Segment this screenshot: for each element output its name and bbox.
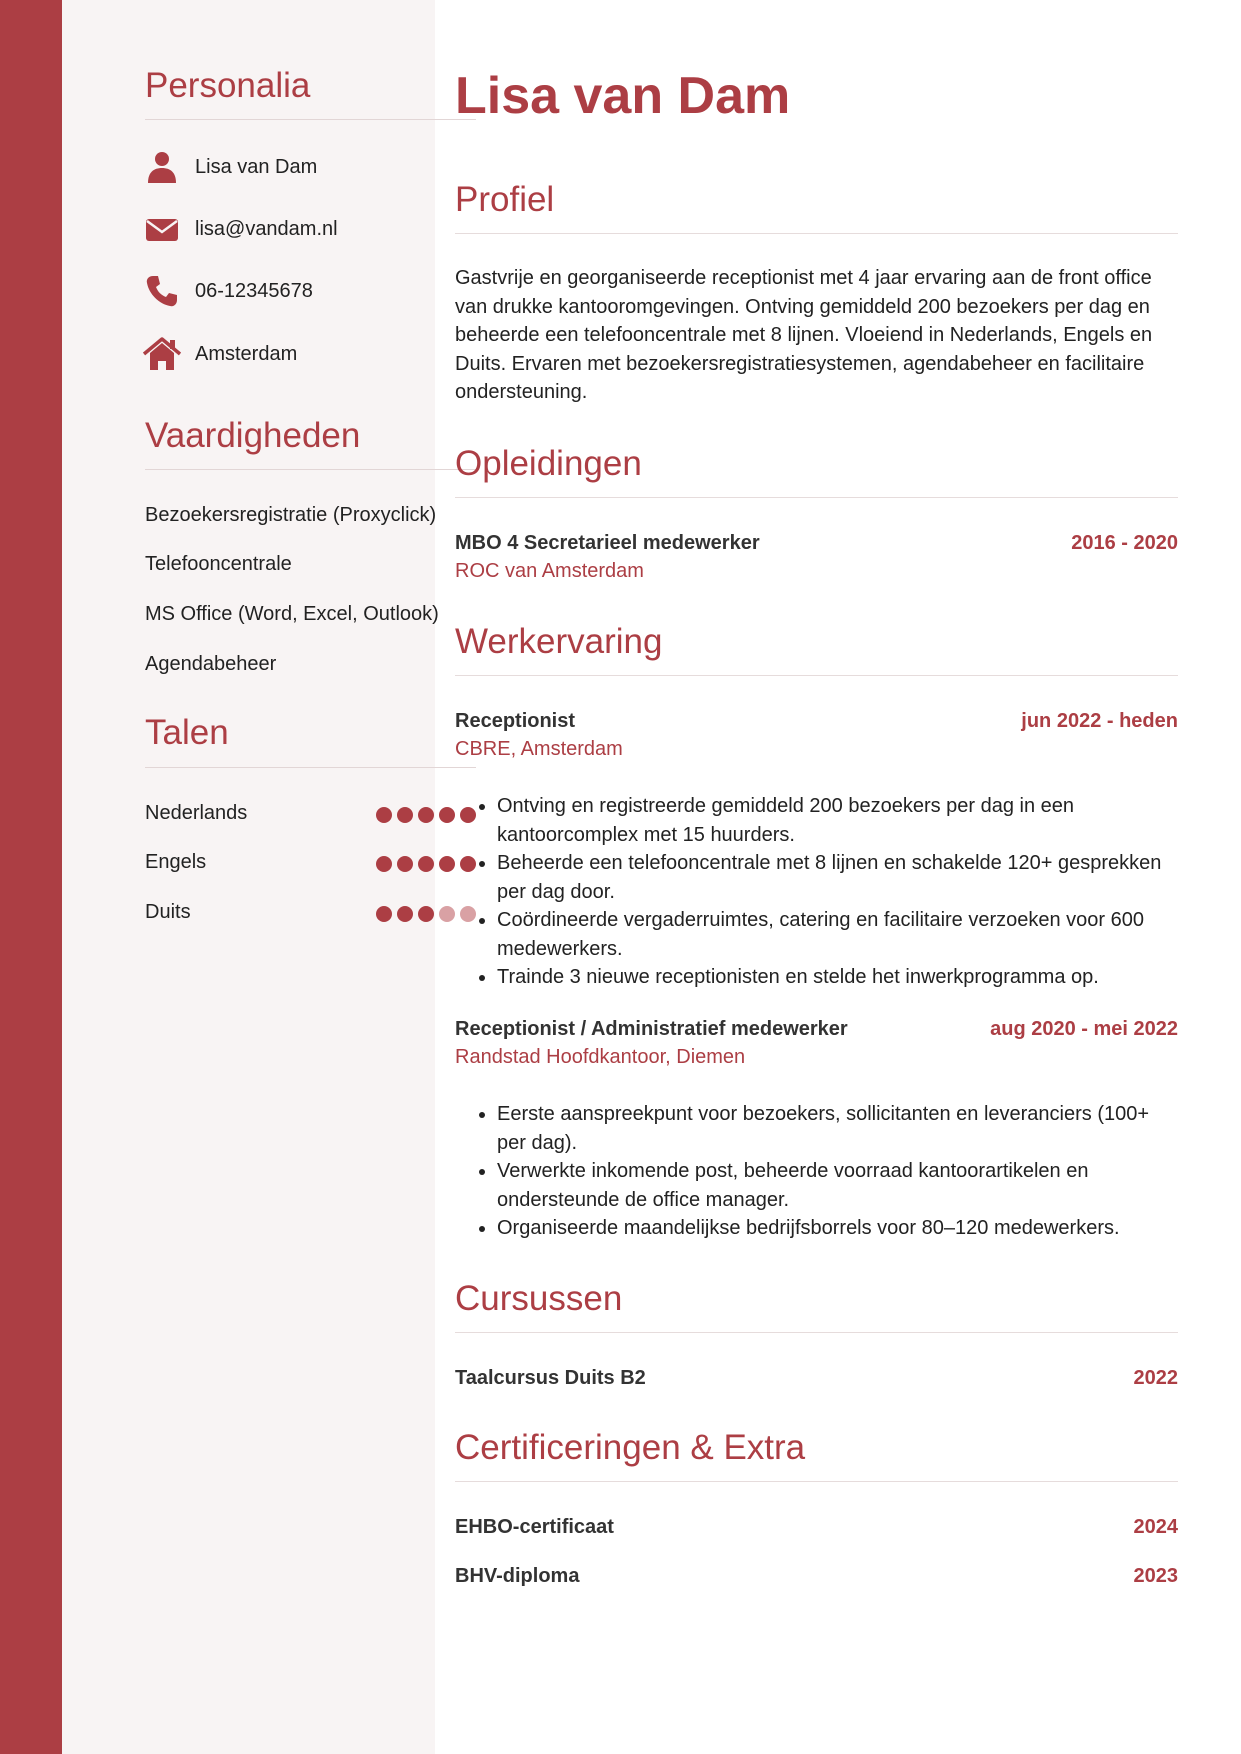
language-row [145, 802, 476, 826]
skill-item: Telefooncentrale [145, 553, 292, 575]
education-divider [455, 497, 1178, 498]
job-bullet: • Trainde 3 nieuwe receptionisten en stelde het inwerkprogramma op. [497, 963, 1178, 992]
job-bullets [455, 1100, 1178, 1243]
level-dot-filled [439, 856, 455, 872]
certification-title: EHBO-certificaat [455, 1516, 614, 1538]
job-title: Receptionist [455, 710, 576, 732]
contact-city-text: Amsterdam [195, 343, 298, 365]
user-icon [145, 150, 179, 184]
courses-divider [455, 1332, 1178, 1333]
skills-heading: Vaardigheden [145, 416, 361, 455]
profile-heading: Profiel [455, 180, 555, 219]
course-title: Taalcursus Duits B2 [455, 1367, 646, 1389]
contact-phone-text: 06-12345678 [195, 280, 313, 302]
languages-divider [145, 767, 476, 768]
personalia-heading: Personalia [145, 66, 311, 105]
contact-name-text: Lisa van Dam [195, 156, 318, 178]
personalia-divider [145, 119, 476, 120]
education-date: 2016 - 2020 [1071, 532, 1178, 554]
job-date: aug 2020 - mei 2022 [990, 1018, 1178, 1040]
level-dot-filled [397, 906, 413, 922]
contact-name [145, 150, 476, 186]
job-company: CBRE, Amsterdam [455, 738, 623, 760]
certifications-divider [455, 1481, 1178, 1482]
phone-icon [145, 274, 179, 308]
job-bullet: • Eerste aanspreekpunt voor bezoekers, sollicitanten en leveranciers (100+ per dag). [497, 1100, 1178, 1157]
job-bullet: • Verwerkte inkomende post, beheerde voorraad kantoorartikelen en ondersteunde de office manager. [497, 1157, 1178, 1214]
language-row [145, 901, 476, 925]
skill-item: Bezoekersregistratie (Proxyclick) [145, 504, 437, 526]
language-name: Nederlands [145, 802, 248, 824]
languages-heading: Talen [145, 713, 229, 752]
course-date: 2022 [1133, 1367, 1178, 1389]
skill-item: Agendabeheer [145, 653, 277, 675]
courses-heading: Cursussen [455, 1279, 623, 1318]
level-dot-filled [439, 807, 455, 823]
contact-city [145, 337, 476, 373]
experience-heading: Werkervaring [455, 622, 663, 661]
certification-title: BHV-diploma [455, 1565, 580, 1587]
level-dot-filled [397, 807, 413, 823]
candidate-name: Lisa van Dam [455, 67, 791, 125]
language-name: Duits [145, 901, 191, 923]
job-bullet: • Beheerde een telefooncentrale met 8 lijnen en schakelde 120+ gesprekken per dag door. [497, 849, 1178, 906]
profile-text: Gastvrije en georganiseerde receptionist met 4 jaar ervaring aan de front office van drukke kantooromgevingen. Ontving gemiddeld 200 bezoekers per dag en beheerde een telefooncentrale met 8 lijnen. Vloeiend in Nederlands, Engels en Duits. Ervaren met bezoekersregistratiesystemen, agendabeheer en facilitaire ondersteuning. [455, 267, 1153, 403]
job-title: Receptionist / Administratief medewerker [455, 1018, 848, 1040]
home-icon [143, 337, 177, 371]
education-heading: Opleidingen [455, 444, 642, 483]
education-title: MBO 4 Secretarieel medewerker [455, 532, 760, 554]
level-dot-filled [376, 807, 392, 823]
level-dot-filled [418, 906, 434, 922]
job-date: jun 2022 - heden [1021, 710, 1178, 732]
job-company: Randstad Hoofdkantoor, Diemen [455, 1046, 746, 1068]
contact-email-text[interactable]: lisa@vandam.nl [195, 218, 338, 240]
experience-divider [455, 675, 1178, 676]
level-dot-filled [418, 807, 434, 823]
skills-divider [145, 469, 476, 470]
job-bullet: • Ontving en registreerde gemiddeld 200 bezoekers per dag in een kantoorcomplex met 15 huurders. [497, 792, 1178, 849]
level-dot-filled [376, 906, 392, 922]
level-dot-filled [397, 856, 413, 872]
language-name: Engels [145, 851, 207, 873]
envelope-icon [145, 212, 179, 246]
level-dot-filled [418, 856, 434, 872]
job-bullet: • Organiseerde maandelijkse bedrijfsborrels voor 80–120 medewerkers. [497, 1214, 1178, 1243]
skill-item: MS Office (Word, Excel, Outlook) [145, 603, 439, 625]
contact-email [145, 212, 476, 248]
job-bullet: • Coördineerde vergaderruimtes, catering en facilitaire verzoeken voor 600 medewerkers. [497, 906, 1178, 963]
language-row [145, 851, 476, 875]
job-bullets [455, 792, 1178, 992]
education-institution: ROC van Amsterdam [455, 560, 644, 582]
accent-stripe [0, 0, 62, 1754]
certification-date: 2023 [1133, 1565, 1178, 1587]
certifications-heading: Certificeringen & Extra [455, 1428, 806, 1467]
profile-divider [455, 233, 1178, 234]
contact-phone [145, 274, 476, 310]
certification-date: 2024 [1133, 1516, 1178, 1538]
level-dot-empty [439, 906, 455, 922]
level-dot-filled [376, 856, 392, 872]
sidebar [62, 0, 439, 1754]
